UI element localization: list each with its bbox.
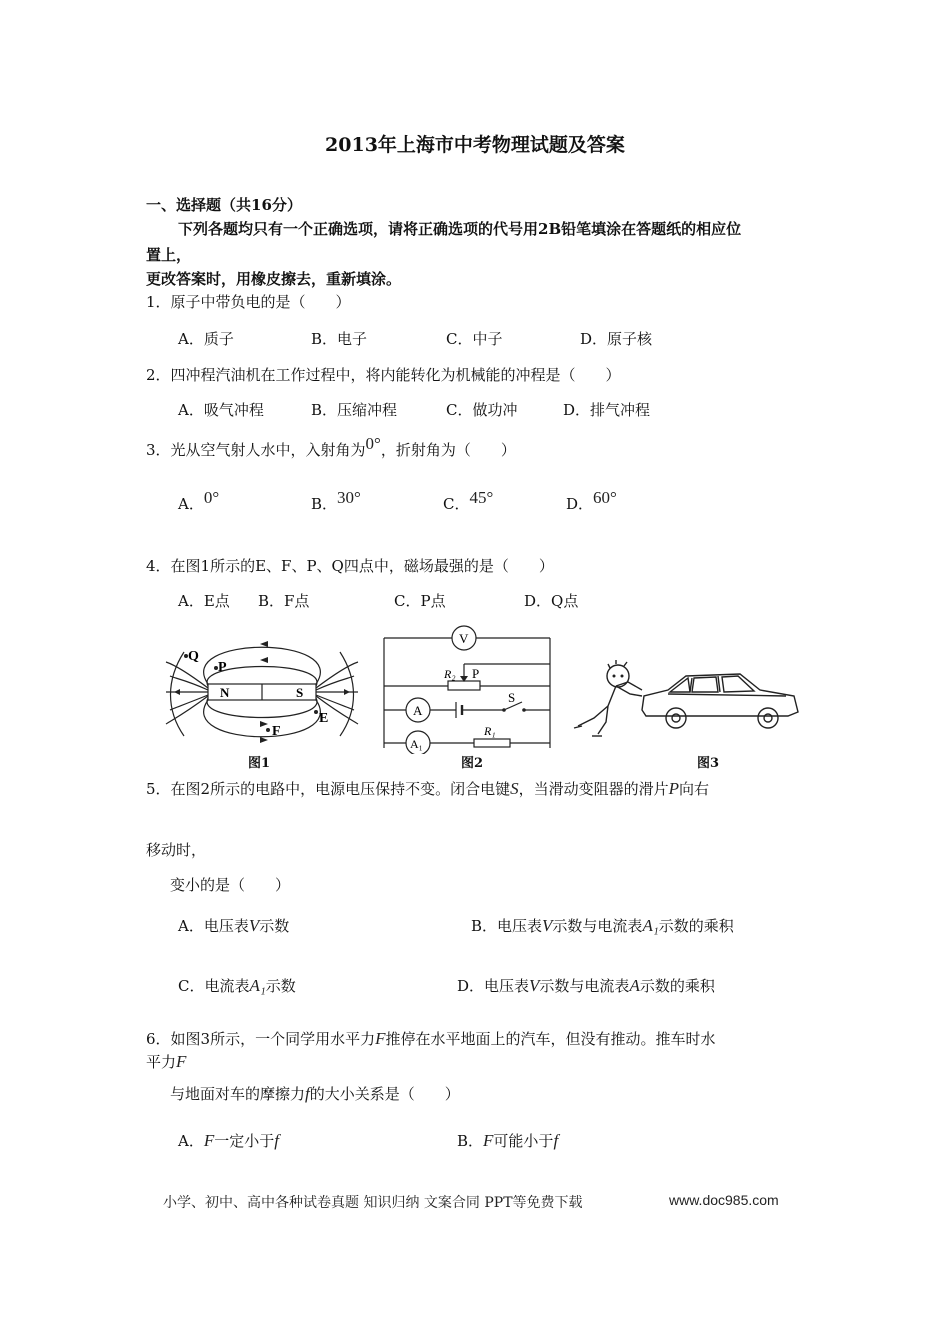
q5-option-d-mid: 示数与电流表 xyxy=(539,977,630,995)
q6-line-2 xyxy=(146,1051,186,1072)
q3-option-d-value: 60° xyxy=(593,488,617,507)
q2-option-d: D．排气冲程 xyxy=(563,401,651,419)
q2-option-a: A．吸气冲程 xyxy=(178,401,264,419)
q5-option-a xyxy=(178,915,289,936)
q5-option-a-pre: A．电压表 xyxy=(178,917,249,935)
fig1-label-q: Q xyxy=(188,649,199,664)
fig2-label-a1: A₁ xyxy=(410,737,423,751)
fig2-label-r2: R₂ xyxy=(444,667,456,681)
q5-line-2: 移动时， xyxy=(146,841,207,859)
q6-option-a-symbol-2: f xyxy=(274,1131,279,1150)
fig2-label-v: V xyxy=(459,631,469,646)
q6-option-a-symbol-1: F xyxy=(203,1131,215,1150)
section-heading: 一、选择题（共16分） xyxy=(146,196,302,214)
fig1-label-f: F xyxy=(272,724,281,739)
q5-option-d-pre: D．电压表 xyxy=(457,977,530,995)
q4-stem: 4．在图1所示的E、F、P、Q四点中，磁场最强的是（ ） xyxy=(146,557,554,575)
q1-stem: 1．原子中带负电的是（ ） xyxy=(146,293,351,311)
q5-option-d-symbol-2: A xyxy=(629,976,640,995)
q6-option-a xyxy=(178,1130,279,1151)
q2-option-b: B．压缩冲程 xyxy=(311,401,398,419)
instruction-line-1: 下列各题均只有一个正确选项，请将正确选项的代号用2B铅笔填涂在答题纸的相应位 xyxy=(178,220,742,238)
fig2-label-r1: R₁ xyxy=(484,724,496,738)
q6-stem xyxy=(146,1028,716,1049)
figure-1-caption: 图1 xyxy=(248,756,271,771)
q5-stem-mid: ，当滑动变阻器的滑片 xyxy=(518,780,669,798)
fig1-label-e: E xyxy=(319,711,329,726)
q6-option-b-mid: 可能小于 xyxy=(493,1132,554,1150)
footer-text: 小学、初中、高中各种试卷真题 知识归纳 文案合同 PPT等免费下载 xyxy=(163,1195,583,1211)
q3-option-c-label: C． xyxy=(443,495,470,513)
q6-line-3-post: 的大小关系是（ ） xyxy=(309,1085,460,1103)
q5-option-a-symbol: V xyxy=(248,916,260,935)
q6-option-a-pre: A． xyxy=(178,1132,204,1150)
q5-symbol-s: S xyxy=(510,779,519,798)
q3-option-a-value: 0° xyxy=(203,488,220,507)
q3-option-c-value: 45° xyxy=(469,488,494,507)
q5-option-c-post: 示数 xyxy=(265,977,296,995)
q3-option-a xyxy=(178,488,220,514)
q5-stem-pre: 5．在图2所示的电路中，电源电压保持不变。闭合电键 xyxy=(146,780,511,798)
q3-option-c xyxy=(443,488,494,514)
q5-option-b-pre: B．电压表 xyxy=(471,917,543,935)
q1-option-a: A．质子 xyxy=(178,330,234,348)
fig1-label-n: N xyxy=(220,685,230,700)
q3-option-b-value: 30° xyxy=(337,488,361,507)
instruction-line-3: 更改答案时，用橡皮擦去，重新填涂。 xyxy=(146,270,402,288)
q2-option-c: C．做功冲 xyxy=(446,401,518,419)
fig2-label-a: A xyxy=(413,703,423,718)
q5-option-c-symbol: A₁ xyxy=(249,976,266,995)
figure-3-push-car xyxy=(572,650,804,746)
figure-3-caption: 图3 xyxy=(697,756,720,771)
figure-2-circuit xyxy=(376,624,556,754)
q3-option-a-label: A． xyxy=(178,495,204,513)
footer-link[interactable]: www.doc985.com xyxy=(669,1192,779,1208)
q6-option-b-symbol-2: f xyxy=(553,1131,559,1150)
q6-option-a-mid: 一定小于 xyxy=(214,1132,275,1150)
q3-option-d xyxy=(566,488,617,514)
q6-option-b-symbol-1: F xyxy=(483,1131,494,1150)
instruction-line-2: 置上， xyxy=(146,246,192,264)
q4-option-b: B．F点 xyxy=(258,592,310,610)
q5-option-b-symbol-1: V xyxy=(542,916,553,935)
page-title: 2013年上海市中考物理试题及答案 xyxy=(325,134,625,156)
q6-option-b-pre: B． xyxy=(457,1132,484,1150)
q5-option-d-post: 示数的乘积 xyxy=(639,977,715,995)
q3-option-b xyxy=(311,488,361,514)
fig1-label-s: S xyxy=(296,685,304,700)
figure-1-magnet xyxy=(164,640,360,770)
q5-option-b-post: 示数的乘积 xyxy=(658,917,734,935)
q5-option-b-symbol-2: A₁ xyxy=(642,916,659,935)
q4-option-d: D．Q点 xyxy=(524,592,579,610)
q6-option-b xyxy=(457,1130,558,1151)
fig2-label-p: P xyxy=(472,666,480,681)
q2-stem: 2．四冲程汽油机在工作过程中，将内能转化为机械能的冲程是（ ） xyxy=(146,366,621,384)
q5-option-a-post: 示数 xyxy=(259,917,290,935)
q6-line-3-pre: 与地面对车的摩擦力 xyxy=(170,1085,306,1103)
q6-stem-pre: 6．如图3所示，一个同学用水平力 xyxy=(146,1030,376,1048)
q6-line-2-symbol: F xyxy=(176,1052,187,1071)
q3-option-b-label: B． xyxy=(311,495,338,513)
q3-stem-pre: 3．光从空气射人水中，入射角为 xyxy=(146,441,366,459)
fig2-label-switch: S xyxy=(508,690,516,705)
q3-stem xyxy=(146,434,516,460)
figure-2-caption: 图2 xyxy=(461,756,484,771)
q3-stem-post: ，折射角为（ ） xyxy=(380,441,516,459)
q5-stem xyxy=(146,778,709,799)
q3-option-d-label: D． xyxy=(566,495,594,513)
fig1-label-p: P xyxy=(218,660,227,675)
q5-line-3: 变小的是（ ） xyxy=(170,876,291,894)
q5-option-b-mid: 示数与电流表 xyxy=(552,917,643,935)
q5-option-d xyxy=(457,975,715,996)
q5-option-c-pre: C．电流表 xyxy=(178,977,250,995)
q1-option-d: D．原子核 xyxy=(580,330,653,348)
q5-option-d-symbol-1: V xyxy=(529,976,540,995)
q6-symbol-f: F xyxy=(375,1029,386,1048)
q4-option-c: C．P点 xyxy=(394,592,446,610)
q4-option-a: A．E点 xyxy=(178,592,230,610)
q6-line-3 xyxy=(170,1083,460,1104)
q3-incident-angle: 0° xyxy=(365,434,381,453)
q6-line-2-pre: 平力 xyxy=(146,1053,177,1071)
q5-option-b xyxy=(471,915,734,936)
q6-stem-post: 推停在水平地面上的汽车，但没有推动。推车时水 xyxy=(385,1030,716,1048)
q1-option-c: C．中子 xyxy=(446,330,503,348)
q5-symbol-p: P xyxy=(668,779,679,798)
q1-option-b: B．电子 xyxy=(311,330,368,348)
q5-option-c xyxy=(178,975,296,996)
q5-stem-post: 向右 xyxy=(679,780,710,798)
q6-line-3-symbol: f xyxy=(305,1084,310,1103)
